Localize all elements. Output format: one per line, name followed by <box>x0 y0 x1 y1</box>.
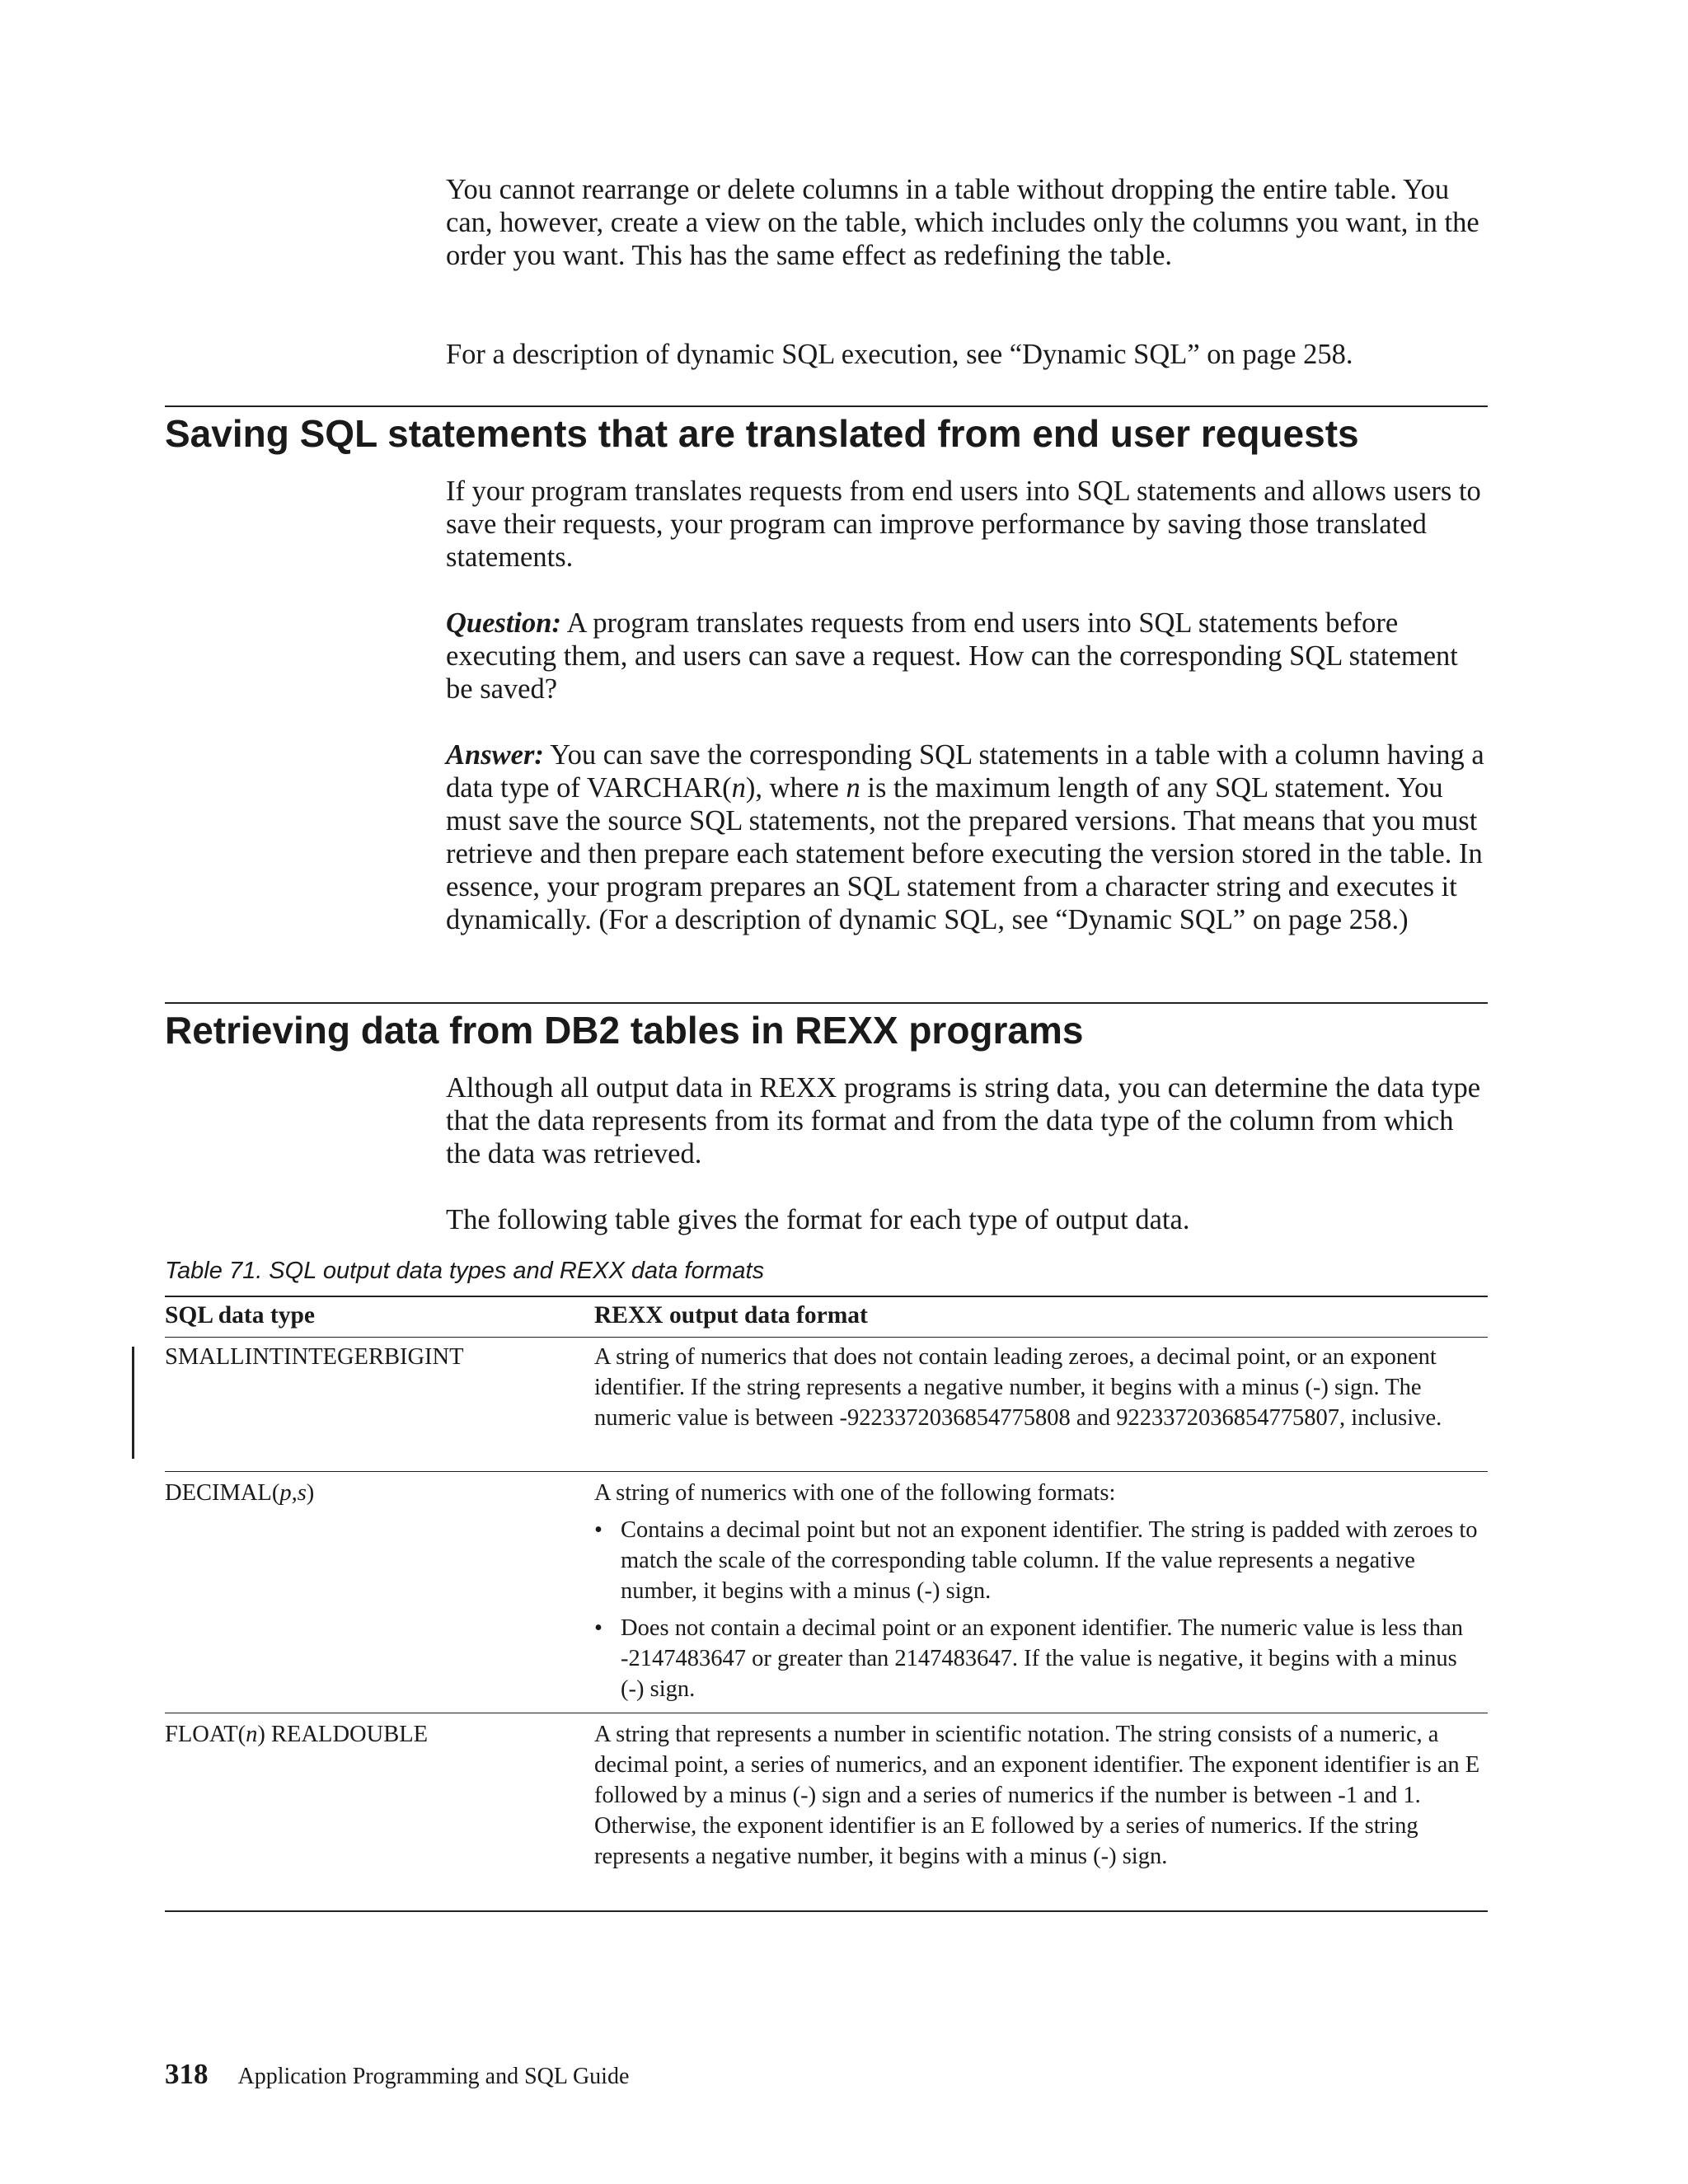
row-rule <box>165 1471 1488 1472</box>
answer-paragraph <box>446 738 1489 936</box>
answer-var-n: n <box>846 772 860 804</box>
column-header-rexx-format: REXX output data format <box>594 1302 868 1329</box>
data-type-table <box>165 1296 1488 1914</box>
book-title: Application Programming and SQL Guide <box>237 2064 630 2089</box>
cell-sql-type <box>165 1719 577 1750</box>
section2-table-intro: The following table gives the format for each type of output data. <box>446 1204 1190 1235</box>
table-caption: Table 71. SQL output data types and REXX data formats <box>165 1258 765 1284</box>
section-heading-retrieving-data: Retrieving data from DB2 tables in REXX programs <box>165 1009 1084 1052</box>
list-item: • Contains a decimal point but not an exponent identifier. The string is padded with zeroes to match the scale of the corresponding table column. If the value represents a negative number, it begins with a minus (-) sign. <box>594 1515 1486 1606</box>
cell-rexx-format: A string of numerics that does not contain leading zeroes, a decimal point, or an exponent identifier. If the string represents a negative number, it begins with a minus (-) sign. The numeric value is between -9223372036854775808 and 9223372036854775807, inclusive. <box>594 1344 1442 1431</box>
section-rule <box>165 405 1488 407</box>
table-row <box>165 1478 1488 1702</box>
answer-text-c: is the maximum length of any SQL statement. You must save the source SQL statements, not the prepared versions. That means that you must retrieve and then prepare each statement before executing the version stored in the table. In essence, your program prepares an SQL statement from a character string and executes it dynamically. (For a description of dynamic SQL, see “Dynamic SQL” on page 258.) <box>446 772 1483 935</box>
cell-sql-type-text: DECIMAL( <box>165 1480 280 1506</box>
page-number: 318 <box>165 2058 209 2090</box>
cell-rexx-format <box>594 1478 1486 1704</box>
cell-sql-type-text: FLOAT( <box>165 1722 246 1747</box>
page-footer <box>165 2058 629 2091</box>
question-label: Question: <box>446 607 561 639</box>
answer-text-b: ), where <box>745 772 846 804</box>
section-heading-saving-sql: Saving SQL statements that are translated from end user requests <box>165 412 1359 455</box>
table-top-rule <box>165 1296 1488 1297</box>
question-paragraph <box>446 607 1489 705</box>
cell-sql-type <box>165 1478 577 1508</box>
format-lead-text: A string of numerics with one of the following formats: <box>594 1480 1116 1506</box>
cell-sql-type-text: ) REALDOUBLE <box>257 1722 429 1747</box>
table-bottom-rule <box>165 1910 1488 1912</box>
cell-rexx-format: A string that represents a number in scientific notation. The string consists of a numeric, a decimal point, a series of numerics, and an exponent identifier. The exponent identifier is an E followed by a minus (-) sign and a series of numerics if the number is between -1 and 1. Otherwise, the exponent identifier is an E followed by a series of numerics. If the string represents a negative number, it begins with a minus (-) sign. <box>594 1722 1480 1869</box>
table-row <box>165 1342 1488 1445</box>
intro-paragraph-1: You cannot rearrange or delete columns in a table without dropping the entire table. You can, however, create a view on the table, which includes only the columns you want, in the order you want. This has the same effect as redefining the table. <box>446 174 1479 271</box>
table-row <box>165 1719 1488 1905</box>
format-bullet-list <box>594 1515 1486 1704</box>
cell-sql-type-params: n <box>246 1722 258 1747</box>
cell-sql-type: SMALLINTINTEGERBIGINT <box>165 1344 464 1370</box>
question-text: A program translates requests from end users into SQL statements before executing them, and users can save a request. How can the corresponding SQL statement be saved? <box>446 607 1458 705</box>
change-bar <box>132 1347 134 1459</box>
section1-paragraph: If your program translates requests from end users into SQL statements and allows users to save their requests, your program can improve performance by saving those translated statements. <box>446 476 1481 573</box>
cell-sql-type-text: ) <box>306 1480 315 1506</box>
list-item: • Does not contain a decimal point or an exponent identifier. The numeric value is less than -2147483647 or greater than 2147483647. If the value is negative, it begins with a minus (-) sign. <box>594 1613 1486 1704</box>
intro-paragraph-2: For a description of dynamic SQL execution, see “Dynamic SQL” on page 258. <box>446 339 1353 370</box>
section2-paragraph: Although all output data in REXX programs is string data, you can determine the data type that the data represents from its format and from the data type of the column from which the data was retrieved. <box>446 1072 1481 1169</box>
cell-sql-type-params: p,s <box>279 1480 307 1506</box>
section-rule <box>165 1002 1488 1004</box>
header-rule <box>165 1337 1488 1338</box>
answer-label: Answer: <box>446 739 544 771</box>
column-header-sql-type: SQL data type <box>165 1302 315 1329</box>
answer-text-a: You can save the corresponding SQL statements in a table with a column having a data type of VARCHAR( <box>446 739 1484 804</box>
answer-var-n: n <box>731 772 746 804</box>
